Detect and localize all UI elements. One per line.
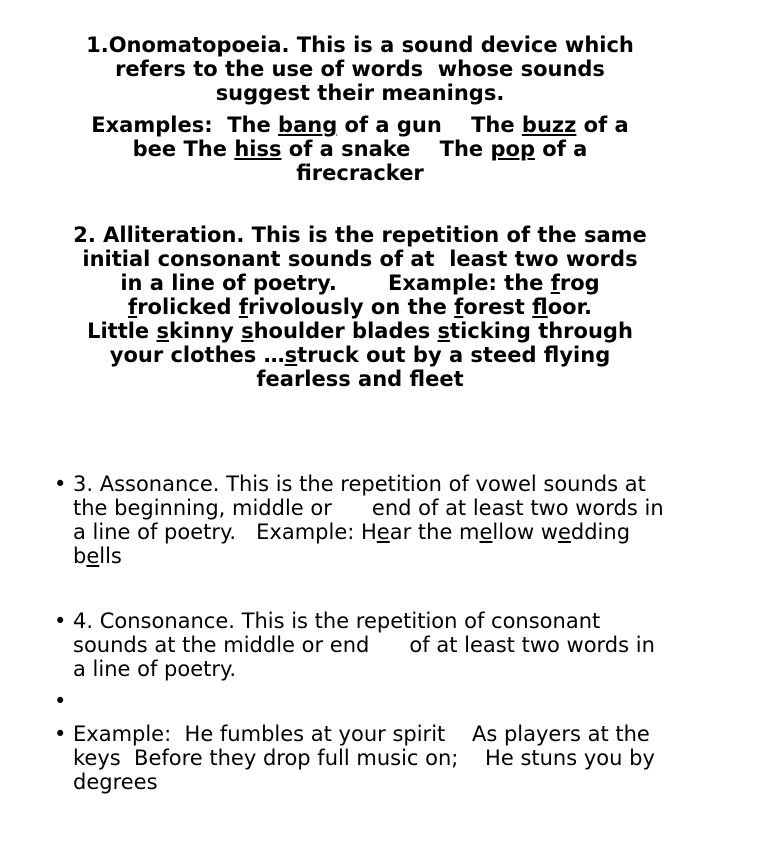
example-line: firecracker xyxy=(296,161,424,185)
example-line: Examples: The bang of a gun The buzz of a xyxy=(91,113,629,137)
underlined-letter: s xyxy=(156,319,169,343)
example-line: frolicked frivolously on the forest floor. xyxy=(128,295,592,319)
underlined-letter: s xyxy=(241,319,254,343)
example-line: your clothes …struck out by a steed flying xyxy=(109,343,611,367)
bullet-marker: • xyxy=(54,609,67,633)
example-line: bee The hiss of a snake The pop of a xyxy=(132,137,588,161)
underlined-letter: s xyxy=(284,343,298,367)
definition-line: in a line of poetry. Example: the frog xyxy=(120,271,600,295)
list-item-text: 3. Assonance. This is the repetition of vowel sounds at the beginning, middle or end of at least two words in a line of poetry. Example: Hear the mellow wedding bells xyxy=(73,472,664,568)
underlined-letter: e xyxy=(479,520,493,544)
bullet-marker: • xyxy=(54,689,67,713)
underlined-letter: e xyxy=(86,544,100,568)
underlined-word: bang xyxy=(278,113,338,137)
onomatopoeia-definition xyxy=(0,33,720,105)
underlined-letter: f xyxy=(128,295,138,319)
underlined-letter: f xyxy=(550,271,560,295)
list-item-text: 4. Consonance. This is the repetition of consonant sounds at the middle or end of at least two words in a line of poetry. xyxy=(73,609,655,681)
underlined-letter: s xyxy=(437,319,451,343)
underlined-word: buzz xyxy=(521,113,577,137)
bullet-marker: • xyxy=(54,472,67,496)
underlined-letter: f xyxy=(454,295,464,319)
onomatopoeia-examples xyxy=(0,113,720,185)
underlined-letter: e xyxy=(557,520,571,544)
underlined-letter: f xyxy=(532,295,548,319)
definition-line: refers to the use of words whose sounds xyxy=(115,57,605,81)
underlined-letter: f xyxy=(238,295,248,319)
underlined-word: hiss xyxy=(234,137,282,161)
underlined-word: pop xyxy=(490,137,535,161)
definition-line: 2. Alliteration. This is the repetition of the same xyxy=(73,223,647,247)
definition-line: initial consonant sounds of at least two words xyxy=(82,247,638,271)
example-line: Little skinny shoulder blades sticking through xyxy=(87,319,633,343)
list-item-text: Example: He fumbles at your spirit As players at the keys Before they drop full music on; He stuns you by degrees xyxy=(73,722,655,794)
underlined-letter: e xyxy=(376,520,390,544)
definition-line: 1.Onomatopoeia. This is a sound device which xyxy=(86,33,634,57)
definition-line: suggest their meanings. xyxy=(215,81,505,105)
alliteration-section xyxy=(0,223,720,391)
example-line: fearless and fleet xyxy=(256,367,464,391)
bullet-marker: • xyxy=(54,722,67,746)
